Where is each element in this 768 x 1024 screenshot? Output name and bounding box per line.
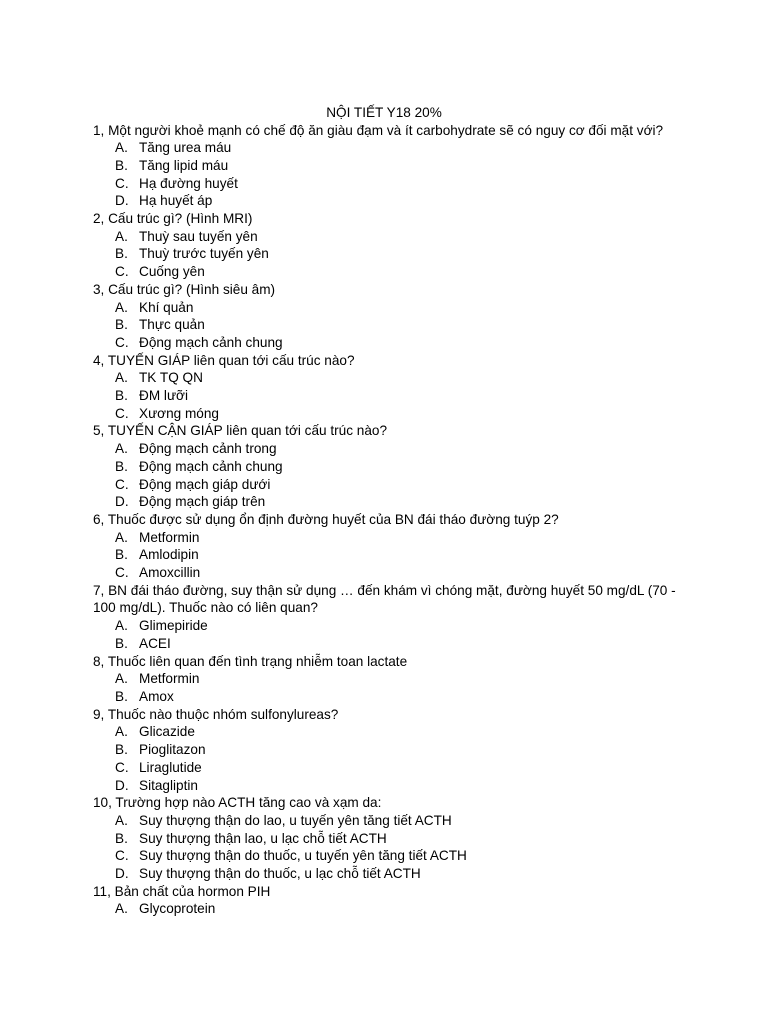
option-letter: B. [115, 157, 128, 173]
document-title: NỘI TIẾT Y18 20% [326, 105, 442, 120]
option-text: ACEI [139, 635, 171, 651]
option-text: Amlodipin [139, 547, 199, 563]
question-text: 1, Một người khoẻ mạnh có chế độ ăn giàu đạm và ít carbohydrate sẽ có nguy cơ đối mặt với? [93, 122, 664, 138]
option-text: Hạ đường huyết [139, 175, 238, 191]
answer-option [93, 387, 693, 405]
option-text: ĐM lưỡi [139, 388, 188, 404]
option-text: Cuống yên [139, 264, 205, 280]
question-item [93, 122, 693, 211]
answer-option [93, 670, 693, 688]
option-letter: A. [115, 724, 128, 740]
answer-option [93, 777, 693, 795]
answer-option [93, 759, 693, 777]
answer-option [93, 192, 693, 210]
question-text: 11, Bản chất của hormon PIH [93, 883, 271, 899]
option-text: Suy thượng thận lao, u lạc chỗ tiết ACTH [139, 830, 387, 846]
answer-option [93, 812, 693, 830]
answer-options [93, 299, 693, 352]
option-letter: D. [115, 866, 129, 882]
option-letter: A. [115, 812, 128, 828]
answer-option [93, 529, 693, 547]
question-text: 10, Trường hợp nào ACTH tăng cao và xạm da: [93, 795, 382, 811]
answer-option [93, 139, 693, 157]
option-letter: C. [115, 334, 129, 350]
option-text: Glicazide [139, 724, 195, 740]
question-text: 8, Thuốc liên quan đến tình trạng nhiễm toan lactate [93, 653, 408, 669]
question-item [93, 511, 693, 582]
option-letter: A. [115, 441, 128, 457]
option-letter: A. [115, 901, 128, 917]
question-text: 9, Thuốc nào thuộc nhóm sulfonylureas? [93, 706, 339, 722]
answer-options [93, 228, 693, 281]
answer-option [93, 546, 693, 564]
question-item [93, 422, 693, 511]
option-letter: A. [115, 370, 128, 386]
option-text: Thực quản [139, 317, 205, 333]
question-item [93, 883, 693, 918]
answer-option [93, 865, 693, 883]
option-letter: B. [115, 547, 128, 563]
option-text: Metformin [139, 671, 200, 687]
option-text: Sitagliptin [139, 777, 198, 793]
option-letter: C. [115, 759, 129, 775]
answer-option [93, 493, 693, 511]
answer-option [93, 847, 693, 865]
question-item [93, 653, 693, 706]
question-item [93, 210, 693, 281]
option-text: TK TQ QN [139, 370, 203, 386]
option-letter: B. [115, 246, 128, 262]
option-text: Hạ huyết áp [139, 193, 213, 209]
option-text: Amox [139, 689, 174, 704]
option-letter: C. [115, 848, 129, 864]
option-letter: A. [115, 140, 128, 156]
answer-option [93, 635, 693, 653]
answer-option [93, 723, 693, 741]
option-letter: B. [115, 689, 128, 704]
question-text: 7, BN đái tháo đường, suy thận sử dụng … đến khám vì chóng mặt, đường huyết 50 mg/dL (70 - 100 mg/dL). Thuốc nào có liên quan? [93, 582, 676, 616]
answer-options [93, 369, 693, 422]
option-letter: C. [115, 565, 129, 581]
answer-option [93, 617, 693, 635]
option-text: Động mạch giáp dưới [139, 476, 271, 492]
answer-option [93, 334, 693, 352]
option-text: Glimepiride [139, 618, 208, 634]
answer-options [93, 900, 693, 918]
option-text: Khí quản [139, 299, 194, 315]
answer-option [93, 175, 693, 193]
option-text: Thuỳ trước tuyến yên [139, 246, 269, 262]
option-letter: B. [115, 830, 128, 846]
answer-options [93, 529, 693, 582]
option-text: Glycoprotein [139, 901, 216, 917]
answer-option [93, 688, 693, 706]
answer-option [93, 741, 693, 759]
option-letter: A. [115, 228, 128, 244]
option-letter: C. [115, 476, 129, 492]
answer-option [93, 458, 693, 476]
option-letter: D. [115, 193, 129, 209]
question-text: 2, Cấu trúc gì? (Hình MRI) [93, 211, 253, 227]
question-item [93, 706, 693, 795]
answer-option [93, 476, 693, 494]
option-letter: C. [115, 175, 129, 191]
question-text: 5, TUYẾN CẬN GIÁP liên quan tới cấu trúc nào? [93, 423, 388, 439]
answer-options [93, 670, 693, 705]
answer-option [93, 245, 693, 263]
answer-option [93, 316, 693, 334]
option-text: Metformin [139, 529, 200, 545]
option-text: Thuỳ sau tuyến yên [139, 228, 258, 244]
question-text: 6, Thuốc được sử dụng ổn định đường huyết của BN đái tháo đường tuýp 2? [93, 511, 559, 527]
option-text: Động mạch cảnh trong [139, 441, 277, 457]
answer-option [93, 900, 693, 918]
answer-option [93, 299, 693, 317]
answer-option [93, 830, 693, 848]
option-letter: B. [115, 742, 128, 758]
question-item [93, 352, 693, 423]
option-text: Động mạch cảnh chung [139, 334, 283, 350]
answer-option [93, 369, 693, 387]
option-text: Động mạch cảnh chung [139, 458, 283, 474]
answer-options [93, 812, 693, 883]
option-letter: B. [115, 388, 128, 404]
question-text: 3, Cấu trúc gì? (Hình siêu âm) [93, 281, 276, 297]
option-text: Tăng urea máu [139, 140, 232, 156]
answer-options [93, 617, 693, 652]
answer-option [93, 228, 693, 246]
option-letter: B. [115, 458, 128, 474]
option-letter: A. [115, 618, 128, 634]
option-letter: D. [115, 494, 129, 510]
option-letter: A. [115, 671, 128, 687]
option-text: Tăng lipid máu [139, 157, 229, 173]
answer-option [93, 157, 693, 175]
option-letter: B. [115, 635, 128, 651]
answer-options [93, 723, 693, 794]
option-text: Pioglitazon [139, 742, 206, 758]
option-text: Liraglutide [139, 759, 202, 775]
answer-options [93, 440, 693, 511]
answer-options [93, 139, 693, 210]
question-list [93, 122, 693, 919]
question-item [93, 281, 693, 352]
option-text: Suy thượng thận do lao, u tuyến yên tăng tiết ACTH [139, 812, 452, 828]
option-text: Suy thượng thận do thuốc, u lạc chỗ tiết ACTH [139, 866, 421, 882]
option-letter: D. [115, 777, 129, 793]
option-letter: A. [115, 529, 128, 545]
option-text: Suy thượng thận do thuốc, u tuyến yên tăng tiết ACTH [139, 848, 467, 864]
option-text: Động mạch giáp trên [139, 494, 266, 510]
option-text: Amoxcillin [139, 565, 201, 581]
question-item [93, 582, 693, 653]
option-text: Xương móng [139, 405, 219, 421]
answer-option [93, 405, 693, 423]
question-text: 4, TUYẾN GIÁP liên quan tới cấu trúc nào? [93, 352, 355, 368]
answer-option [93, 440, 693, 458]
question-item [93, 794, 693, 883]
answer-option [93, 564, 693, 582]
option-letter: A. [115, 299, 128, 315]
option-letter: C. [115, 405, 129, 421]
option-letter: C. [115, 264, 129, 280]
option-letter: B. [115, 317, 128, 333]
answer-option [93, 263, 693, 281]
